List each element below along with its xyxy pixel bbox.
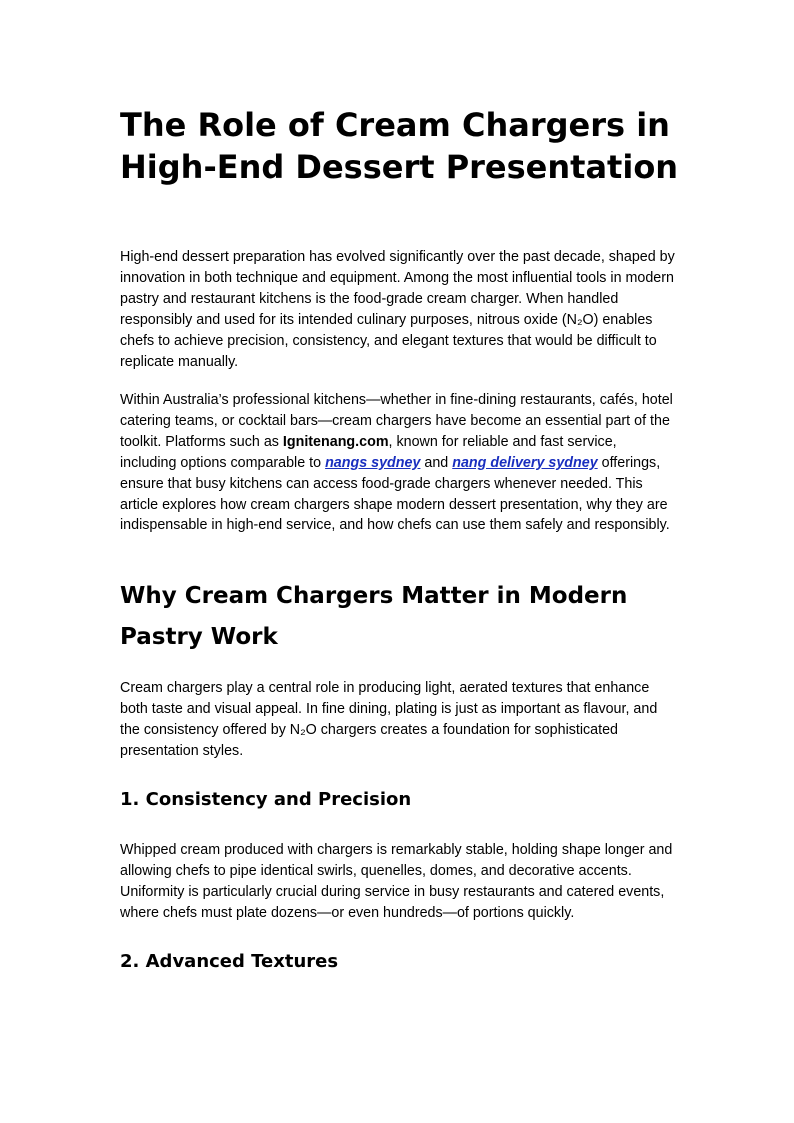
paragraph-consistency-precision: Whipped cream produced with chargers is remarkably stable, holding shape longer and allowing chefs to pipe identical swirls, quenelles, domes, and decorative accents. Uniformity is particularly crucial during service in busy restaurants and catered events, where chefs must plate dozens—or even hundreds—of portions quickly.: [120, 842, 673, 921]
intro-text-1: Within Australia’s professional kitchens—whether in fine-dining restaurants, cafés, hotel catering teams, or cocktail bars—cream chargers have become an essential part of the toolkit. Platforms such as: [120, 392, 673, 450]
intro-paragraph-2: [120, 390, 676, 536]
nangs-sydney-link[interactable]: nangs sydney: [325, 454, 421, 471]
page-title: The Role of Cream Chargers in High-End Dessert Presentation: [120, 106, 679, 186]
intro-paragraph-1: High-end dessert preparation has evolved significantly over the past decade, shaped by innovation in both technique and equipment. Among the most influential tools in modern pastry and restaurant kitchens is the food-grade cream charger. When handled responsibly and used for its intended culinary purposes, nitrous oxide (N₂O) enables chefs to achieve precision, consistency, and elegant textures that would be difficult to replicate manually.: [120, 249, 675, 370]
intro-text-4: offerings, ensure that busy kitchens can access food-grade chargers whenever needed. This article explores how cream chargers shape modern dessert presentation, why they are indispensable in high-end service, and how chefs can use them safely and responsibly.: [120, 454, 670, 534]
subheading-consistency-precision: 1. Consistency and Precision: [120, 789, 412, 810]
section-heading-why-cream-chargers: Why Cream Chargers Matter in Modern Pastry Work: [120, 583, 628, 650]
section-paragraph-why-cream-chargers: Cream chargers play a central role in producing light, aerated textures that enhance both taste and visual appeal. In fine dining, plating is just as important as flavour, and the consistency offered by N₂O chargers creates a foundation for sophisticated presentation styles.: [120, 680, 658, 759]
nang-delivery-sydney-link[interactable]: nang delivery sydney: [452, 454, 598, 471]
intro-text-2: , known for reliable and fast service, including options comparable to: [120, 433, 617, 471]
subheading-advanced-textures: 2. Advanced Textures: [120, 951, 339, 972]
intro-text-3: and: [420, 454, 453, 471]
brand-name: Ignitenang.com: [282, 433, 389, 450]
